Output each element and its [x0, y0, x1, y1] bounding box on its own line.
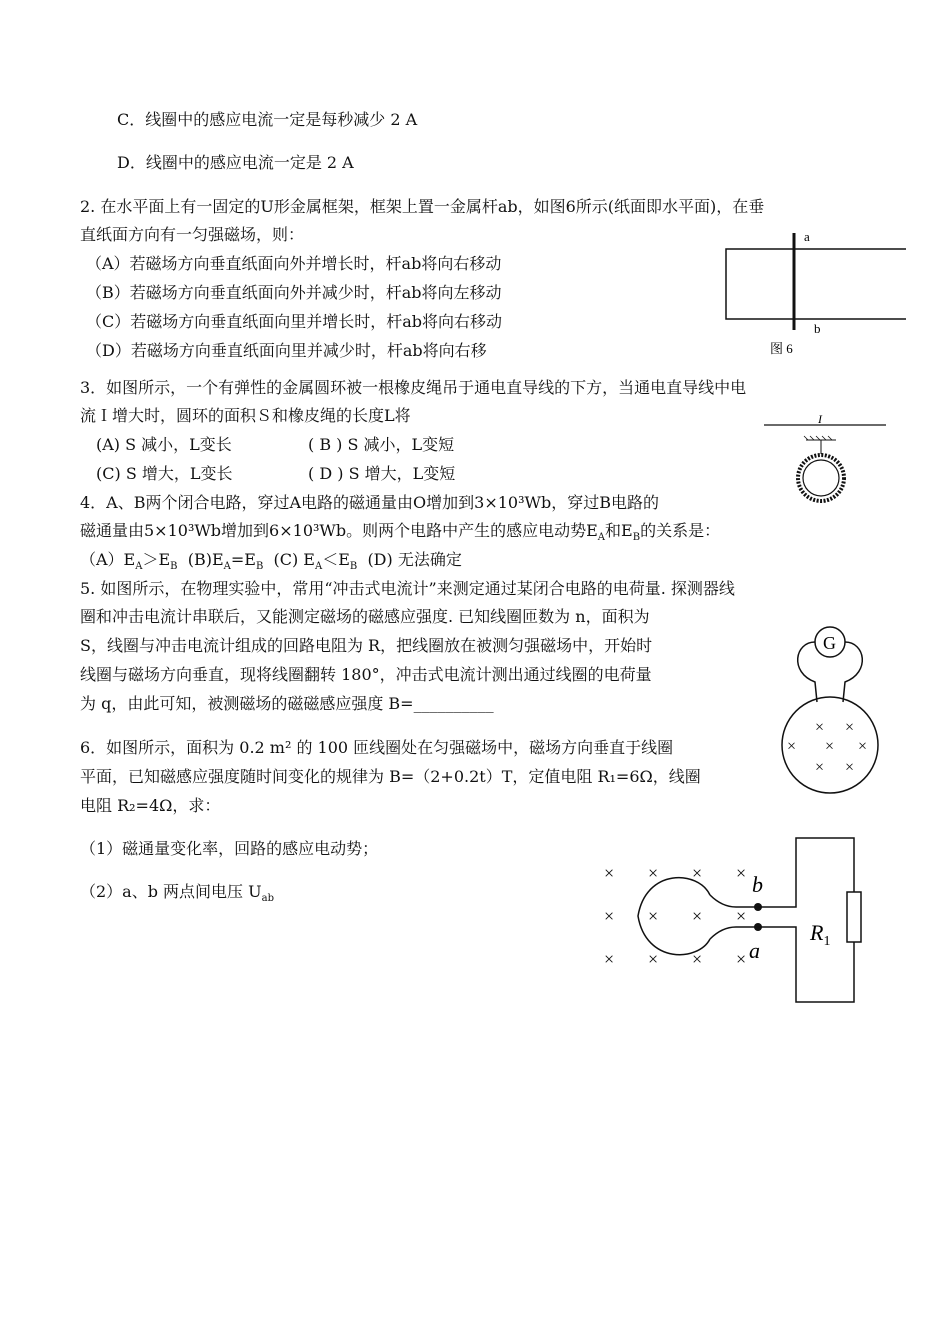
q4-stem-line2: 磁通量由5×10³Wb增加到6×10³Wb。则两个电路中产生的感应电动势$E_A$和$E_B$的关系是：	[80, 521, 721, 544]
q6-sub-question-2: （2）a、b 两点间电压 $U_{ab}$	[80, 882, 274, 905]
lead-right	[843, 642, 862, 702]
q1-option-d: D．线圈中的感应电流一定是 2 A	[117, 153, 354, 172]
svg-text:×: ×	[736, 906, 747, 926]
svg-text:×: ×	[845, 759, 855, 776]
q2-stem-line2: 直纸面方向有一匀强磁场，则：	[80, 225, 305, 244]
svg-text:×: ×	[858, 738, 868, 755]
q3-option-a: (A) S 减小，L变长	[96, 435, 232, 454]
q2-figure-u-frame	[718, 225, 918, 360]
q6-stem-line1: 6．如图所示，面积为 0.2 m² 的 100 匝线圈处在匀强磁场中，磁场方向垂直于线圈	[80, 738, 674, 757]
svg-text:×: ×	[604, 863, 615, 883]
q2-option-d: （D）若磁场方向垂直纸面向里并减少时，杆ab将向右移	[86, 341, 487, 360]
svg-text:×: ×	[692, 949, 703, 969]
galvanometer-label: G	[823, 633, 836, 653]
q4-stem-line1: 4．A、B两个闭合电路，穿过A电路的磁通量由O增加到3×10³Wb，穿过B电路的	[80, 493, 659, 512]
q5-stem-line4: 线圈与磁场方向垂直，现将线圈翻转 180°，冲击式电流计测出通过线圈的电荷量	[80, 665, 652, 684]
svg-text:×: ×	[736, 863, 747, 883]
figure-caption: 图 6	[770, 341, 793, 356]
rod-label-b: b	[814, 321, 821, 336]
resistor-r1	[847, 892, 861, 942]
svg-text:×: ×	[692, 863, 703, 883]
q4-options: $(A)E_A>E_B$ $(B)E_A=E_B$ (C) $E_A<E_B$ (D) 无法确定	[80, 550, 462, 573]
svg-text:×: ×	[648, 949, 659, 969]
terminal-label-b: b	[752, 872, 763, 897]
q3-option-d: ( D ) S 增大，L变短	[308, 464, 456, 483]
q2-stem-line1: 2. 在水平面上有一固定的U形金属框架，框架上置一金属杆ab，如图6所示(纸面即水平面)，在垂	[80, 197, 765, 216]
q2-option-a: （A）若磁场方向垂直纸面向外并增长时，杆ab将向右移动	[86, 254, 502, 273]
metal-ring-inner	[803, 460, 839, 496]
svg-text:×: ×	[815, 759, 825, 776]
svg-text:×: ×	[736, 949, 747, 969]
q6-figure-circuit	[598, 832, 870, 1010]
svg-text:×: ×	[604, 906, 615, 926]
u-frame	[726, 249, 906, 319]
external-circuit	[758, 838, 854, 1002]
magnetic-field-marks	[604, 863, 746, 969]
q5-figure-probe-coil	[775, 620, 890, 800]
svg-text:×: ×	[692, 906, 703, 926]
svg-text:×: ×	[648, 906, 659, 926]
svg-text:×: ×	[604, 949, 615, 969]
q6-sub-question-1: （1）磁通量变化率，回路的感应电动势；	[80, 839, 379, 858]
svg-text:×: ×	[787, 738, 797, 755]
q3-option-c: (C) S 增大，L变长	[96, 464, 233, 483]
svg-text:×: ×	[825, 738, 835, 755]
coil-leads	[710, 895, 758, 939]
q5-stem-line2: 圈和冲击电流计串联后，又能测定磁场的磁感应强度. 已知线圈匝数为 n，面积为	[80, 607, 650, 626]
metal-ring-outer	[798, 455, 844, 501]
lead-left	[798, 642, 817, 702]
q3-stem-line2: 流Ｉ增大时，圆环的面积Ｓ和橡皮绳的长度L将	[80, 406, 411, 425]
q5-stem-line1: 5. 如图所示，在物理实验中，常用“冲击式电流计”来测定通过某闭合电路的电荷量. 探测器线	[80, 579, 735, 598]
q5-stem-line5: 为 q，由此可知，被测磁场的磁磁感应强度 B=__________	[80, 694, 494, 713]
resistor-label: $R_1$	[810, 920, 831, 949]
q3-figure-ring	[760, 412, 890, 512]
q6-stem-line3: 电阻 R₂=4Ω，求：	[80, 796, 221, 815]
q2-option-c: （C）若磁场方向垂直纸面向里并增长时，杆ab将向右移动	[86, 312, 503, 331]
magnetic-field-marks	[787, 719, 867, 776]
svg-text:×: ×	[815, 719, 825, 736]
q3-option-b: ( B ) S 减小，L变短	[308, 435, 455, 454]
svg-text:×: ×	[845, 719, 855, 736]
q5-stem-line3: S，线圈与冲击电流计组成的回路电阻为 R，把线圈放在被测匀强磁场中，开始时	[80, 636, 653, 655]
current-label-i: I	[818, 412, 822, 426]
support-hatch	[804, 436, 832, 440]
q6-stem-line2: 平面，已知磁感应强度随时间变化的规律为 B=（2+0.2t）T，定值电阻 R₁=6Ω，线圈	[80, 767, 701, 786]
rod-label-a: a	[804, 229, 810, 244]
svg-text:×: ×	[648, 863, 659, 883]
q3-stem-line1: 3．如图所示，一个有弹性的金属圆环被一根橡皮绳吊于通电直导线的下方，当通电直导线中电	[80, 378, 747, 397]
q2-option-b: （B）若磁场方向垂直纸面向外并减少时，杆ab将向左移动	[86, 283, 502, 302]
terminal-label-a: a	[749, 938, 760, 963]
q1-option-c: C．线圈中的感应电流一定是每秒减少 2 A	[117, 110, 418, 129]
